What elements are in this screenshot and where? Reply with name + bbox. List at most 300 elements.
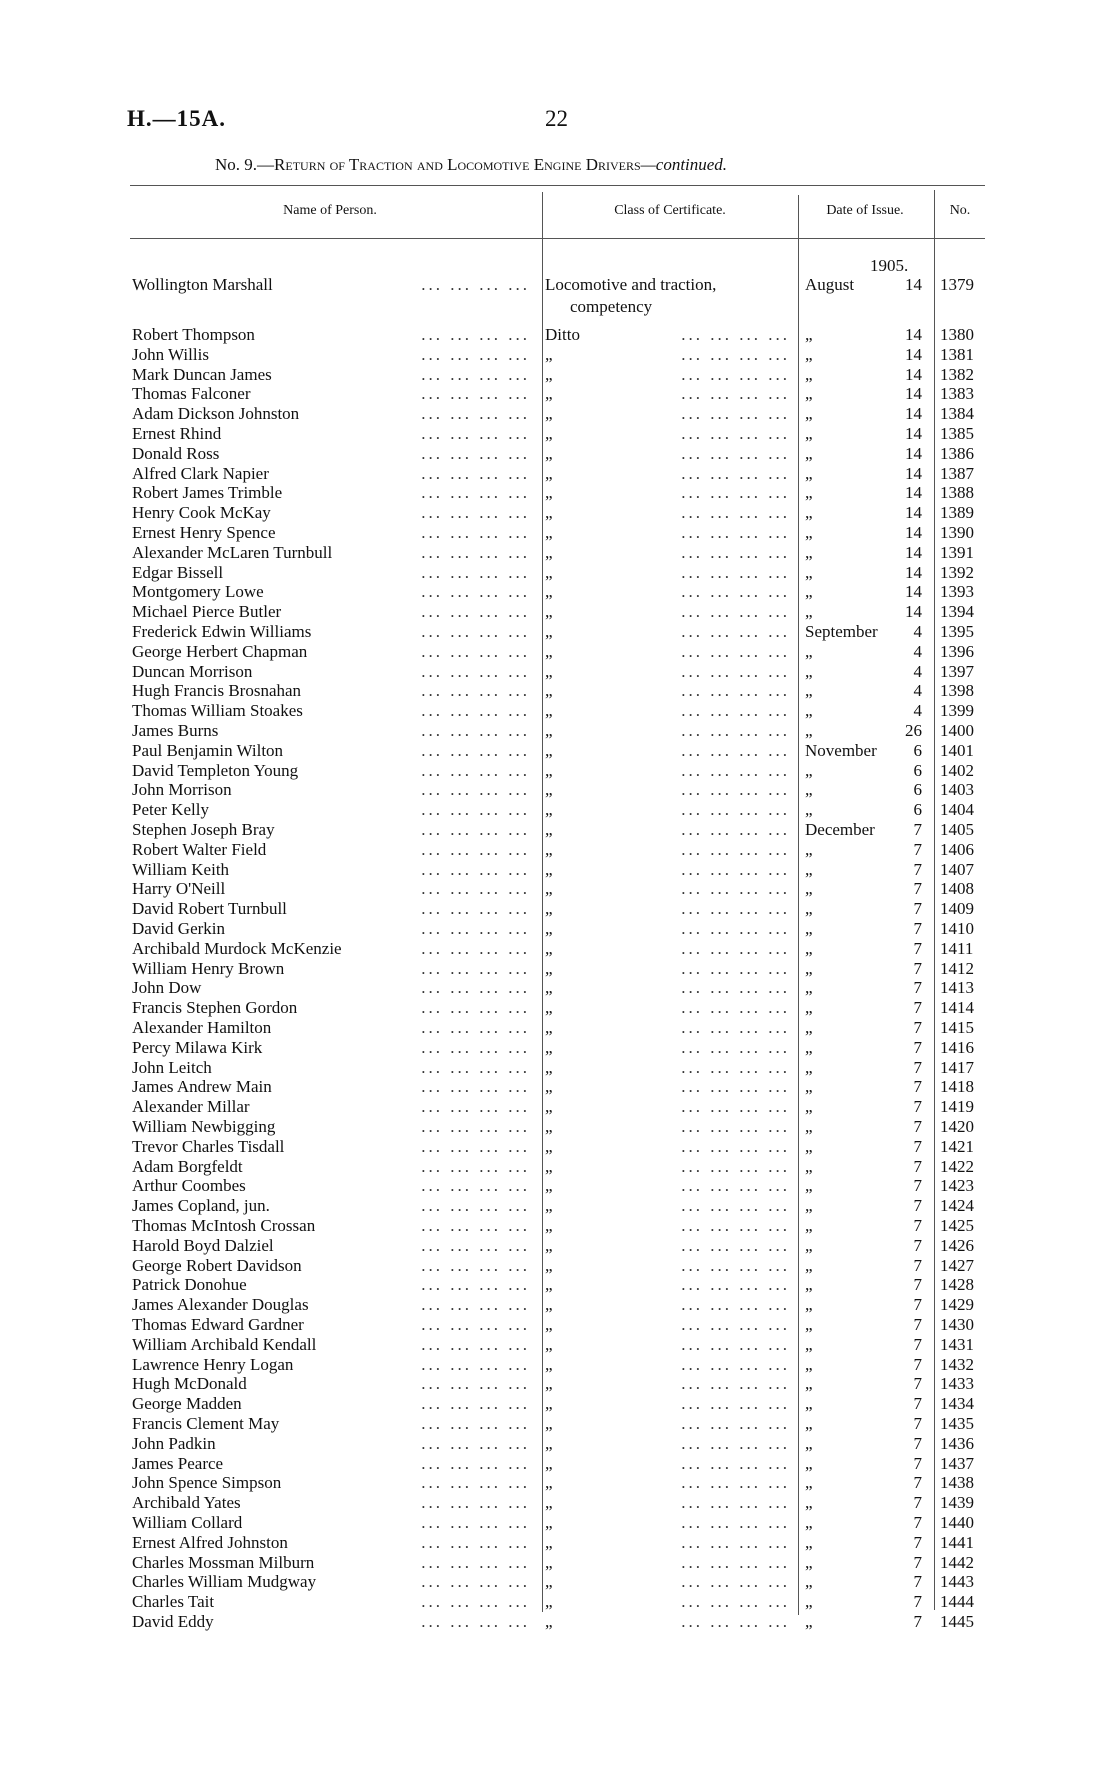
certificate-class: „ bbox=[545, 523, 553, 542]
person-name: David Robert Turnbull bbox=[132, 899, 287, 919]
leader-dots: ... ... ... ... bbox=[681, 859, 790, 879]
leader-dots: ... ... ... ... bbox=[681, 1592, 790, 1612]
person-name: Archibald Murdock McKenzie bbox=[132, 938, 342, 958]
issue-month: „ bbox=[805, 1235, 813, 1255]
leader-dots: ... ... ... ... bbox=[681, 542, 790, 562]
leader-dots: ... ... ... ... bbox=[681, 1493, 790, 1513]
issue-month: „ bbox=[805, 1414, 813, 1433]
certificate-class: „ bbox=[545, 1255, 553, 1275]
table-row bbox=[0, 1533, 1114, 1553]
leader-dots: ... ... ... ... bbox=[681, 938, 790, 958]
certificate-number: 1419 bbox=[940, 1097, 974, 1117]
issue-month: „ bbox=[805, 1295, 813, 1315]
leader-dots: ... ... ... ... bbox=[421, 839, 530, 859]
certificate-number: 1416 bbox=[940, 1037, 974, 1057]
person-name: Charles William Mudgway bbox=[132, 1572, 317, 1592]
person-name: Montgomery Lowe bbox=[132, 582, 264, 602]
certificate-number: 1445 bbox=[940, 1612, 974, 1631]
certificate-class: „ bbox=[545, 542, 553, 562]
certificate-number: 1428 bbox=[940, 1275, 974, 1295]
issue-day: 14 bbox=[905, 463, 922, 483]
issue-month: „ bbox=[805, 364, 813, 384]
certificate-class: „ bbox=[545, 344, 553, 364]
issue-month: „ bbox=[805, 958, 813, 978]
table-row bbox=[0, 1097, 1114, 1117]
certificate-class: „ bbox=[545, 721, 553, 740]
certificate-class: „ bbox=[545, 661, 553, 681]
person-name: John Dow bbox=[132, 978, 202, 998]
leader-dots: ... ... ... ... bbox=[421, 721, 530, 740]
leader-dots: ... ... ... ... bbox=[421, 879, 530, 899]
person-name: William Collard bbox=[132, 1513, 243, 1532]
leader-dots: ... ... ... ... bbox=[421, 1374, 530, 1394]
table-row bbox=[0, 345, 1114, 365]
certificate-class: „ bbox=[545, 1354, 553, 1374]
issue-month: „ bbox=[805, 1453, 813, 1473]
certificate-number: 1385 bbox=[940, 424, 974, 443]
leader-dots: ... ... ... ... bbox=[421, 463, 530, 483]
leader-dots: ... ... ... ... bbox=[681, 1473, 790, 1493]
table-row bbox=[0, 404, 1114, 424]
certificate-number: 1439 bbox=[940, 1493, 974, 1513]
certificate-class: „ bbox=[545, 1612, 553, 1631]
certificate-class: „ bbox=[545, 958, 553, 978]
leader-dots: ... ... ... ... bbox=[421, 919, 530, 938]
table-row bbox=[0, 780, 1114, 800]
issue-day: 7 bbox=[913, 1077, 922, 1097]
person-name: George Madden bbox=[132, 1394, 242, 1414]
person-name: Thomas McIntosh Crossan bbox=[132, 1216, 316, 1235]
issue-month: „ bbox=[805, 1354, 813, 1374]
table-row bbox=[0, 701, 1114, 721]
issue-day: 7 bbox=[913, 1513, 922, 1532]
leader-dots: ... ... ... ... bbox=[681, 1334, 790, 1354]
leader-dots: ... ... ... ... bbox=[681, 1453, 790, 1473]
person-name: Donald Ross bbox=[132, 443, 220, 463]
leader-dots: ... ... ... ... bbox=[681, 820, 790, 839]
certificate-class: „ bbox=[545, 364, 553, 384]
certificate-number: 1426 bbox=[940, 1235, 974, 1255]
leader-dots: ... ... ... ... bbox=[421, 760, 530, 780]
issue-month: „ bbox=[805, 1334, 813, 1354]
certificate-number: 1382 bbox=[940, 364, 974, 384]
person-name: Alexander Millar bbox=[132, 1097, 250, 1117]
certificate-number: 1417 bbox=[940, 1057, 974, 1077]
issue-month: „ bbox=[805, 1374, 813, 1394]
person-name: James Copland, jun. bbox=[132, 1196, 270, 1216]
certificate-class: „ bbox=[545, 424, 553, 443]
table-row bbox=[0, 1414, 1114, 1434]
certificate-number: 1401 bbox=[940, 740, 974, 760]
certificate-class: „ bbox=[545, 641, 553, 661]
certificate-class: „ bbox=[545, 1018, 553, 1037]
certificate-class: Locomotive and traction, bbox=[545, 275, 717, 294]
leader-dots: ... ... ... ... bbox=[681, 1374, 790, 1394]
person-name: John Spence Simpson bbox=[132, 1473, 282, 1493]
leader-dots: ... ... ... ... bbox=[421, 1493, 530, 1513]
person-name: Percy Milawa Kirk bbox=[132, 1037, 263, 1057]
certificate-number: 1399 bbox=[940, 701, 974, 721]
leader-dots: ... ... ... ... bbox=[421, 483, 530, 503]
certificate-class: „ bbox=[545, 602, 553, 622]
person-name: Alexander McLaren Turnbull bbox=[132, 542, 333, 562]
leader-dots: ... ... ... ... bbox=[681, 582, 790, 602]
leader-dots: ... ... ... ... bbox=[681, 1414, 790, 1433]
table-row bbox=[0, 444, 1114, 464]
table-row bbox=[0, 384, 1114, 404]
leader-dots: ... ... ... ... bbox=[421, 1394, 530, 1414]
issue-month: November bbox=[805, 740, 877, 760]
certificate-class: „ bbox=[545, 978, 553, 998]
person-name: Frederick Edwin Williams bbox=[132, 622, 312, 641]
person-name: Mark Duncan James bbox=[132, 364, 272, 384]
certificate-number: 1429 bbox=[940, 1295, 974, 1315]
person-name: George Herbert Chapman bbox=[132, 641, 308, 661]
certificate-class: „ bbox=[545, 1037, 553, 1057]
table-row bbox=[0, 1176, 1114, 1196]
leader-dots: ... ... ... ... bbox=[681, 443, 790, 463]
person-name: James Alexander Douglas bbox=[132, 1295, 309, 1315]
issue-month: „ bbox=[805, 1176, 813, 1196]
leader-dots: ... ... ... ... bbox=[681, 998, 790, 1018]
person-name: Thomas Falconer bbox=[132, 384, 251, 404]
issue-month: „ bbox=[805, 1532, 813, 1552]
issue-day: 7 bbox=[913, 1275, 922, 1295]
certificate-number: 1444 bbox=[940, 1592, 974, 1612]
certificate-class: „ bbox=[545, 1513, 553, 1532]
issue-day: 7 bbox=[913, 899, 922, 919]
issue-day: 7 bbox=[913, 1354, 922, 1374]
leader-dots: ... ... ... ... bbox=[681, 1136, 790, 1156]
issue-day: 7 bbox=[913, 1453, 922, 1473]
leader-dots: ... ... ... ... bbox=[681, 404, 790, 424]
leader-dots: ... ... ... ... bbox=[421, 1295, 530, 1315]
table-row bbox=[0, 1335, 1114, 1355]
leader-dots: ... ... ... ... bbox=[421, 859, 530, 879]
table-row bbox=[0, 582, 1114, 602]
certificate-number: 1423 bbox=[940, 1176, 974, 1196]
leader-dots: ... ... ... ... bbox=[421, 1196, 530, 1216]
leader-dots: ... ... ... ... bbox=[421, 681, 530, 701]
issue-day: 14 bbox=[905, 424, 922, 443]
certificate-number: 1381 bbox=[940, 344, 974, 364]
certificate-class: „ bbox=[545, 1235, 553, 1255]
leader-dots: ... ... ... ... bbox=[681, 1433, 790, 1453]
table-row bbox=[0, 1295, 1114, 1315]
issue-day: 7 bbox=[913, 1255, 922, 1275]
leader-dots: ... ... ... ... bbox=[681, 424, 790, 443]
person-name: Robert Thompson bbox=[132, 325, 255, 344]
issue-day: 7 bbox=[913, 1216, 922, 1235]
issue-day: 7 bbox=[913, 1394, 922, 1414]
person-name: Stephen Joseph Bray bbox=[132, 820, 275, 839]
issue-month: „ bbox=[805, 919, 813, 938]
table-row bbox=[0, 681, 1114, 701]
table-row bbox=[0, 1256, 1114, 1276]
table-row bbox=[0, 622, 1114, 642]
issue-month: „ bbox=[805, 800, 813, 820]
table-row bbox=[0, 840, 1114, 860]
person-name: Ernest Alfred Johnston bbox=[132, 1532, 288, 1552]
leader-dots: ... ... ... ... bbox=[421, 1334, 530, 1354]
person-name: James Pearce bbox=[132, 1453, 224, 1473]
col-header-date: Date of Issue. bbox=[826, 203, 904, 218]
table-row bbox=[0, 325, 1114, 345]
leader-dots: ... ... ... ... bbox=[421, 1117, 530, 1136]
certificate-class: „ bbox=[545, 938, 553, 958]
certificate-class: „ bbox=[545, 404, 553, 424]
leader-dots: ... ... ... ... bbox=[421, 820, 530, 839]
certificate-number: 1379 bbox=[940, 275, 974, 294]
issue-day: 7 bbox=[913, 1612, 922, 1631]
issue-day: 26 bbox=[905, 721, 922, 740]
issue-month: „ bbox=[805, 780, 813, 800]
issue-month: „ bbox=[805, 1592, 813, 1612]
issue-day: 14 bbox=[905, 404, 922, 424]
issue-month: „ bbox=[805, 344, 813, 364]
certificate-class: „ bbox=[545, 1136, 553, 1156]
table-row bbox=[0, 503, 1114, 523]
person-name: Ernest Rhind bbox=[132, 424, 222, 443]
leader-dots: ... ... ... ... bbox=[681, 1275, 790, 1295]
certificate-number: 1420 bbox=[940, 1117, 974, 1136]
issue-month: „ bbox=[805, 384, 813, 404]
table-row bbox=[0, 820, 1114, 840]
table-row bbox=[0, 1612, 1114, 1632]
certificate-class: „ bbox=[545, 622, 553, 641]
table-row bbox=[0, 761, 1114, 781]
issue-month: „ bbox=[805, 1493, 813, 1513]
table-row bbox=[0, 919, 1114, 939]
table-row bbox=[0, 1077, 1114, 1097]
issue-day: 4 bbox=[913, 701, 922, 721]
table-row bbox=[0, 800, 1114, 820]
leader-dots: ... ... ... ... bbox=[421, 641, 530, 661]
certificate-number: 1411 bbox=[940, 938, 974, 958]
issue-day: 14 bbox=[905, 384, 922, 404]
person-name: George Robert Davidson bbox=[132, 1255, 302, 1275]
leader-dots: ... ... ... ... bbox=[421, 1077, 530, 1097]
issue-day: 7 bbox=[913, 1057, 922, 1077]
certificate-number: 1422 bbox=[940, 1156, 974, 1176]
leader-dots: ... ... ... ... bbox=[681, 384, 790, 404]
certificate-class: „ bbox=[545, 1156, 553, 1176]
person-name: Charles Tait bbox=[132, 1592, 215, 1612]
leader-dots: ... ... ... ... bbox=[681, 780, 790, 800]
table-row bbox=[0, 721, 1114, 741]
leader-dots: ... ... ... ... bbox=[421, 1592, 530, 1612]
certificate-number: 1432 bbox=[940, 1354, 974, 1374]
issue-day: 6 bbox=[913, 760, 922, 780]
issue-day: 7 bbox=[913, 1334, 922, 1354]
leader-dots: ... ... ... ... bbox=[681, 1216, 790, 1235]
issue-day: 4 bbox=[913, 681, 922, 701]
certificate-number: 1395 bbox=[940, 622, 974, 641]
leader-dots: ... ... ... ... bbox=[681, 958, 790, 978]
table-row bbox=[0, 424, 1114, 444]
certificate-number: 1384 bbox=[940, 404, 974, 424]
certificate-number: 1415 bbox=[940, 1018, 974, 1037]
issue-month: „ bbox=[805, 701, 813, 721]
leader-dots: ... ... ... ... bbox=[681, 503, 790, 523]
issue-day: 7 bbox=[913, 1018, 922, 1037]
certificate-class: „ bbox=[545, 780, 553, 800]
certificate-class: „ bbox=[545, 582, 553, 602]
issue-month: „ bbox=[805, 1394, 813, 1414]
table-row bbox=[0, 1018, 1114, 1038]
leader-dots: ... ... ... ... bbox=[681, 1018, 790, 1037]
person-name: Archibald Yates bbox=[132, 1493, 241, 1513]
person-name: Thomas William Stoakes bbox=[132, 701, 303, 721]
leader-dots: ... ... ... ... bbox=[421, 404, 530, 424]
issue-day: 7 bbox=[913, 1097, 922, 1117]
certificate-class: „ bbox=[545, 1334, 553, 1354]
issue-day: 14 bbox=[905, 344, 922, 364]
page-number: 22 bbox=[545, 106, 568, 131]
person-name: John Padkin bbox=[132, 1433, 216, 1453]
certificate-number: 1433 bbox=[940, 1374, 974, 1394]
certificate-number: 1394 bbox=[940, 602, 974, 622]
leader-dots: ... ... ... ... bbox=[681, 1394, 790, 1414]
leader-dots: ... ... ... ... bbox=[421, 1513, 530, 1532]
person-name: John Leitch bbox=[132, 1057, 212, 1077]
certificate-class: „ bbox=[545, 1592, 553, 1612]
leader-dots: ... ... ... ... bbox=[421, 622, 530, 641]
certificate-number: 1405 bbox=[940, 820, 974, 839]
leader-dots: ... ... ... ... bbox=[681, 1315, 790, 1334]
table-row bbox=[0, 1157, 1114, 1177]
certificate-class: „ bbox=[545, 800, 553, 820]
issue-month: „ bbox=[805, 879, 813, 899]
leader-dots: ... ... ... ... bbox=[681, 1612, 790, 1631]
issue-day: 7 bbox=[913, 998, 922, 1018]
leader-dots: ... ... ... ... bbox=[681, 1552, 790, 1572]
leader-dots: ... ... ... ... bbox=[421, 364, 530, 384]
person-name: Charles Mossman Milburn bbox=[132, 1552, 315, 1572]
issue-month: „ bbox=[805, 1216, 813, 1235]
issue-day: 7 bbox=[913, 1473, 922, 1493]
leader-dots: ... ... ... ... bbox=[421, 384, 530, 404]
table-row bbox=[0, 642, 1114, 662]
issue-day: 7 bbox=[913, 1592, 922, 1612]
person-name: Michael Pierce Butler bbox=[132, 602, 282, 622]
leader-dots: ... ... ... ... bbox=[681, 740, 790, 760]
issue-month: „ bbox=[805, 721, 813, 740]
issue-day: 14 bbox=[905, 275, 922, 294]
issue-month: „ bbox=[805, 1077, 813, 1097]
issue-month: „ bbox=[805, 443, 813, 463]
table-row bbox=[0, 523, 1114, 543]
leader-dots: ... ... ... ... bbox=[421, 1532, 530, 1552]
table-row bbox=[0, 978, 1114, 998]
table-row bbox=[0, 1513, 1114, 1533]
leader-dots: ... ... ... ... bbox=[421, 1216, 530, 1235]
table-row bbox=[0, 1236, 1114, 1256]
issue-month: „ bbox=[805, 404, 813, 424]
table-row bbox=[0, 998, 1114, 1018]
person-name: Adam Borgfeldt bbox=[132, 1156, 243, 1176]
certificate-number: 1425 bbox=[940, 1216, 974, 1235]
leader-dots: ... ... ... ... bbox=[681, 1077, 790, 1097]
issue-month: August bbox=[805, 275, 855, 294]
table-row bbox=[0, 1394, 1114, 1414]
certificate-number: 1436 bbox=[940, 1433, 974, 1453]
person-name: Robert Walter Field bbox=[132, 839, 267, 859]
issue-day: 6 bbox=[913, 780, 922, 800]
certificate-class: „ bbox=[545, 1473, 553, 1493]
certificate-class: „ bbox=[545, 859, 553, 879]
certificate-number: 1380 bbox=[940, 325, 974, 344]
certificate-class: „ bbox=[545, 740, 553, 760]
issue-day: 7 bbox=[913, 1196, 922, 1216]
certificate-number: 1414 bbox=[940, 998, 974, 1018]
certificate-class: „ bbox=[545, 1315, 553, 1334]
issue-month: „ bbox=[805, 483, 813, 503]
page-ref: H.—15A. bbox=[127, 106, 226, 131]
issue-month: December bbox=[805, 820, 875, 839]
issue-month: „ bbox=[805, 998, 813, 1018]
leader-dots: ... ... ... ... bbox=[681, 800, 790, 820]
leader-dots: ... ... ... ... bbox=[681, 879, 790, 899]
certificate-number: 1409 bbox=[940, 899, 974, 919]
table-row bbox=[0, 543, 1114, 563]
issue-day: 7 bbox=[913, 1295, 922, 1315]
leader-dots: ... ... ... ... bbox=[421, 582, 530, 602]
issue-month: „ bbox=[805, 1117, 813, 1136]
leader-dots: ... ... ... ... bbox=[421, 503, 530, 523]
certificate-number: 1427 bbox=[940, 1255, 974, 1275]
person-name: James Burns bbox=[132, 721, 219, 740]
certificate-number: 1421 bbox=[940, 1136, 974, 1156]
col-header-no: No. bbox=[949, 203, 971, 218]
certificate-number: 1437 bbox=[940, 1453, 974, 1473]
issue-month: „ bbox=[805, 1315, 813, 1334]
certificate-class: „ bbox=[545, 1275, 553, 1295]
person-name: Patrick Donohue bbox=[132, 1275, 247, 1295]
issue-day: 14 bbox=[905, 523, 922, 542]
certificate-number: 1402 bbox=[940, 760, 974, 780]
person-name: Alexander Hamilton bbox=[132, 1018, 272, 1037]
issue-day: 14 bbox=[905, 582, 922, 602]
certificate-class: „ bbox=[545, 1433, 553, 1453]
leader-dots: ... ... ... ... bbox=[421, 1275, 530, 1295]
leader-dots: ... ... ... ... bbox=[681, 562, 790, 582]
issue-day: 7 bbox=[913, 1136, 922, 1156]
person-name: Thomas Edward Gardner bbox=[132, 1315, 304, 1334]
leader-dots: ... ... ... ... bbox=[681, 899, 790, 919]
issue-month: „ bbox=[805, 582, 813, 602]
issue-day: 7 bbox=[913, 1414, 922, 1433]
issue-day: 7 bbox=[913, 820, 922, 839]
issue-day: 4 bbox=[913, 641, 922, 661]
table-row bbox=[0, 464, 1114, 484]
table-row bbox=[0, 662, 1114, 682]
leader-dots: ... ... ... ... bbox=[681, 1156, 790, 1176]
table-row bbox=[0, 1137, 1114, 1157]
table-row bbox=[0, 1493, 1114, 1513]
leader-dots: ... ... ... ... bbox=[421, 661, 530, 681]
leader-dots: ... ... ... ... bbox=[681, 325, 790, 344]
certificate-number: 1383 bbox=[940, 384, 974, 404]
person-name: Trevor Charles Tisdall bbox=[132, 1136, 285, 1156]
leader-dots: ... ... ... ... bbox=[681, 701, 790, 721]
certificate-number: 1418 bbox=[940, 1077, 974, 1097]
table-row bbox=[0, 879, 1114, 899]
leader-dots: ... ... ... ... bbox=[421, 1136, 530, 1156]
leader-dots: ... ... ... ... bbox=[421, 938, 530, 958]
certificate-number: 1424 bbox=[940, 1196, 974, 1216]
issue-day: 7 bbox=[913, 1572, 922, 1592]
